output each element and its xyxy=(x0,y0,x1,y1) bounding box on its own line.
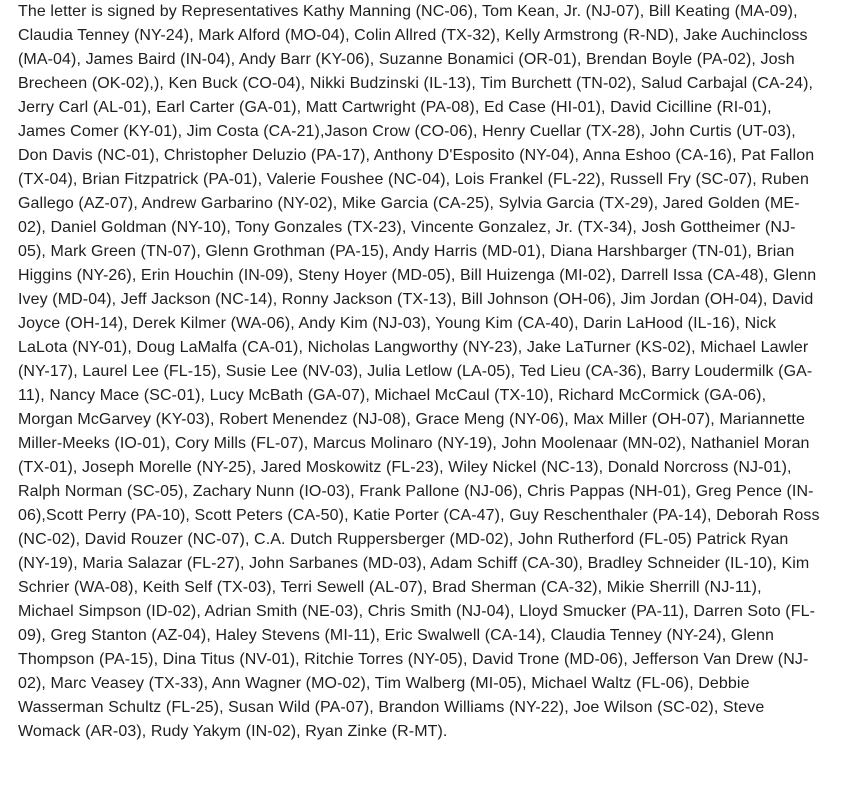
signers-paragraph: The letter is signed by Representatives Kathy Manning (NC-06), Tom Kean, Jr. (NJ-07), Bill Keating (MA-09), Claudia Tenney (NY-24), Mark Alford (MO-04), Colin Allred (TX-32), Kelly Armstrong (R-ND), Jake Auchincloss (MA-04), James Baird (IN-04), Andy Barr (KY-06), Suzanne Bonamici (OR-01), Brendan Boyle (PA-02), Josh Brecheen (OK-02),), Ken Buck (CO-04), Nikki Budzinski (IL-13), Tim Burchett (TN-02), Salud Carbajal (CA-24), Jerry Carl (AL-01), Earl Carter (GA-01), Matt Cartwright (PA-08), Ed Case (HI-01), David Cicilline (RI-01), James Comer (KY-01), Jim Costa (CA-21),Jason Crow (CO-06), Henry Cuellar (TX-28), John Curtis (UT-03), Don Davis (NC-01), Christopher Deluzio (PA-17), Anthony D'Esposito (NY-04), Anna Eshoo (CA-16), Pat Fallon (TX-04), Brian Fitzpatrick (PA-01), Valerie Foushee (NC-04), Lois Frankel (FL-22), Russell Fry (SC-07), Ruben Gallego (AZ-07), Andrew Garbarino (NY-02), Mike Garcia (CA-25), Sylvia Garcia (TX-29), Jared Golden (ME-02), Daniel Goldman (NY-10), Tony Gonzales (TX-23), Vincente Gonzalez, Jr. (TX-34), Josh Gottheimer (NJ-05), Mark Green (TN-07), Glenn Grothman (PA-15), Andy Harris (MD-01), Diana Harshbarger (TN-01), Brian Higgins (NY-26), Erin Houchin (IN-09), Steny Hoyer (MD-05), Bill Huizenga (MI-02), Darrell Issa (CA-48), Glenn Ivey (MD-04), Jeff Jackson (NC-14), Ronny Jackson (TX-13), Bill Johnson (OH-06), Jim Jordan (OH-04), David Joyce (OH-14), Derek Kilmer (WA-06), Andy Kim (NJ-03), Young Kim (CA-40), Darin LaHood (IL-16), Nick LaLota (NY-01), Doug LaMalfa (CA-01), Nicholas Langworthy (NY-23), Jake LaTurner (KS-02), Michael Lawler (NY-17), Laurel Lee (FL-15), Susie Lee (NV-03), Julia Letlow (LA-05), Ted Lieu (CA-36), Barry Loudermilk (GA-11), Nancy Mace (SC-01), Lucy McBath (GA-07), Michael McCaul (TX-10), Richard McCormick (GA-06), Morgan McGarvey (KY-03), Robert Menendez (NJ-08), Grace Meng (NY-06), Max Miller (OH-07), Mariannette Miller-Meeks (IO-01), Cory Mills (FL-07), Marcus Molinaro (NY-19), John Moolenaar (MN-02), Nathaniel Moran (TX-01), Joseph Morelle (NY-25), Jared Moskowitz (FL-23), Wiley Nickel (NC-13), Donald Norcross (NJ-01), Ralph Norman (SC-05), Zachary Nunn (IO-03), Frank Pallone (NJ-06), Chris Pappas (NH-01), Greg Pence (IN-06),Scott Perry (PA-10), Scott Peters (CA-50), Katie Porter (CA-47), Guy Reschenthaler (PA-14), Deborah Ross (NC-02), David Rouzer (NC-07), C.A. Dutch Ruppersberger (MD-02), John Rutherford (FL-05) Patrick Ryan (NY-19), Maria Salazar (FL-27), John Sarbanes (MD-03), Adam Schiff (CA-30), Bradley Schneider (IL-10), Kim Schrier (WA-08), Keith Self (TX-03), Terri Sewell (AL-07), Brad Sherman (CA-32), Mikie Sherrill (NJ-11), Michael Simpson (ID-02), Adrian Smith (NE-03), Chris Smith (NJ-04), Lloyd Smucker (PA-11), Darren Soto (FL-09), Greg Stanton (AZ-04), Haley Stevens (MI-11), Eric Swalwell (CA-14), Claudia Tenney (NY-24), Glenn Thompson (PA-15), Dina Titus (NV-01), Ritchie Torres (NY-05), David Trone (MD-06), Jefferson Van Drew (NJ-02), Marc Veasey (TX-33), Ann Wagner (MO-02), Tim Walberg (MI-05), Michael Waltz (FL-06), Debbie Wasserman Schultz (FL-25), Susan Wild (PA-07), Brandon Williams (NY-22), Joe Wilson (SC-02), Steve Womack (AR-03), Rudy Yakym (IN-02), Ryan Zinke (R-MT). xyxy=(18,3,820,740)
